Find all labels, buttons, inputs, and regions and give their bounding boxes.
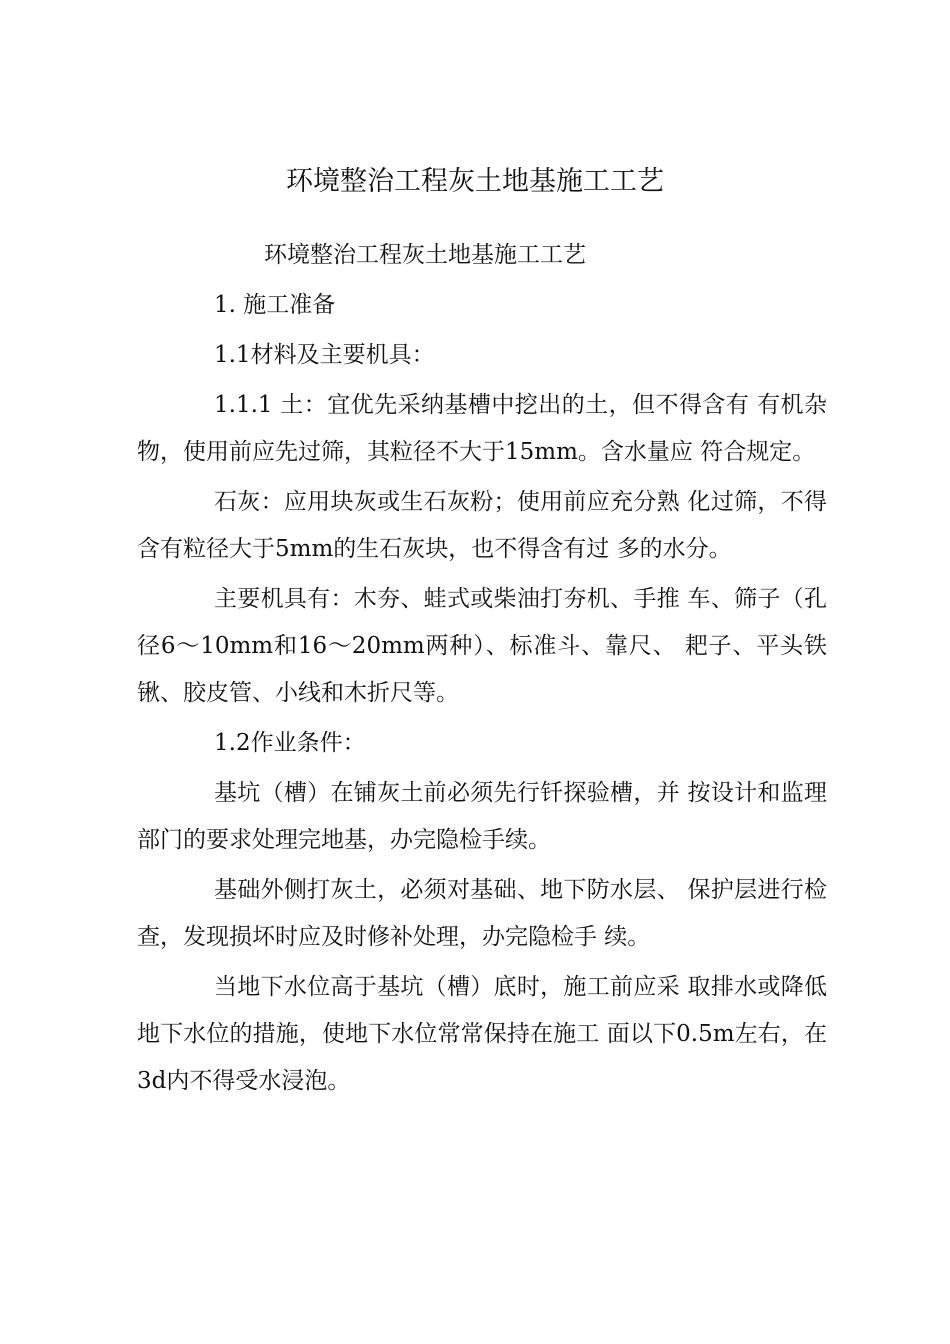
paragraph-groundwater: 当地下水位高于基坑（槽）底时，施工前应采 取排水或降低地下水位的措施，使地下水位常常保持在施工 面以下0.5m左右，在3d内不得受水浸泡。 — [137, 974, 827, 1094]
paragraph-machinery: 主要机具有：木夯、蛙式或柴油打夯机、手推 车、筛子（孔径6〜10mm和16〜20mm两种）、标准斗、靠尺、 耙子、平头铁锹、胶皮管、小线和木折尺等。 — [137, 586, 827, 706]
subsection-heading-work-conditions: 1.2作业条件： — [214, 730, 366, 756]
paragraph-soil: 1.1.1 土：宜优先采纳基槽中挖出的土，但不得含有 有机杂物，使用前应先过筛，其粒径不大于15mm。含水量应 符合规定。 — [137, 392, 827, 465]
document-body — [137, 232, 827, 1108]
document-subtitle: 环境整治工程灰土地基施工工艺 — [264, 242, 586, 268]
section-heading-construction-preparation: 1. 施工准备 — [214, 292, 336, 318]
paragraph-lime: 石灰：应用块灰或生石灰粉；使用前应充分熟 化过筛，不得含有粒径大于5mm的生石灰块，也不得含有过 多的水分。 — [137, 489, 827, 562]
document-title: 环境整治工程灰土地基施工工艺 — [286, 166, 664, 197]
paragraph-foundation-check: 基础外侧打灰土，必须对基础、地下防水层、 保护层进行检查，发现损坏时应及时修补处理，办完隐检手 续。 — [137, 877, 827, 950]
paragraph-pit-inspection: 基坑（槽）在铺灰土前必须先行钎探验槽，并 按设计和监理部门的要求处理完地基，办完隐检手续。 — [137, 780, 827, 853]
subsection-heading-materials: 1.1材料及主要机具： — [214, 342, 435, 368]
